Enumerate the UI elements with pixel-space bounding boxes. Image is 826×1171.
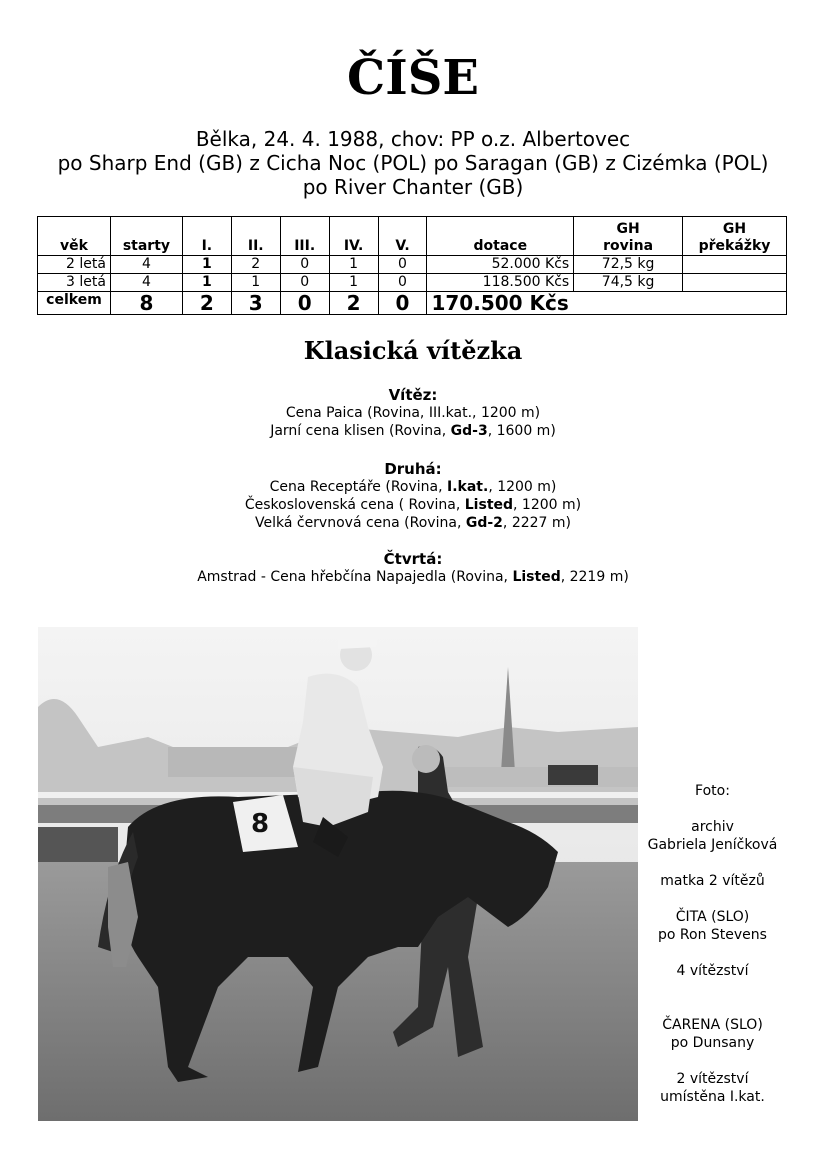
table-header-row xyxy=(38,217,787,256)
table-total-row: celkem 8 2 3 0 2 0 170.500 Kčs xyxy=(38,292,787,315)
col-starts: starty xyxy=(110,217,182,256)
col-gh-jump: GH překážky xyxy=(683,217,787,256)
list-item: Československá cena ( Rovina, Listed, 1200 m) xyxy=(244,497,582,513)
birth-breeder-line: Bělka, 24. 4. 1988, chov: PP o.z. Albertovec xyxy=(195,127,631,151)
fourth-block xyxy=(0,550,826,586)
col-gh-flat: GH rovina xyxy=(574,217,683,256)
winner-heading: Vítěz: xyxy=(388,386,438,404)
wins-block xyxy=(0,386,826,440)
table-row: 2 letá 4 1 2 0 1 0 52.000 Kčs 72,5 kg xyxy=(38,256,787,274)
col-second: II. xyxy=(231,217,280,256)
col-third: III. xyxy=(280,217,329,256)
second-heading: Druhá: xyxy=(384,460,442,478)
fourth-heading: Čtvrtá: xyxy=(383,550,443,568)
saddle-number: 8 xyxy=(251,809,270,839)
pedigree-line-2: po River Chanter (GB) xyxy=(302,175,524,199)
col-fourth: IV. xyxy=(329,217,378,256)
racing-record-table xyxy=(37,216,787,315)
col-fifth: V. xyxy=(378,217,427,256)
classic-winner-heading: Klasická vítězka xyxy=(303,336,523,365)
list-item: Amstrad - Cena hřebčína Napajedla (Rovina, Listed, 2219 m) xyxy=(197,569,629,585)
list-item: Velká červnová cena (Rovina, Gd-2, 2227 m) xyxy=(254,515,572,531)
second-block xyxy=(0,460,826,532)
list-item: Cena Receptáře (Rovina, I.kat., 1200 m) xyxy=(269,479,557,495)
horse-photo xyxy=(38,627,638,1121)
list-item: Cena Paica (Rovina, III.kat., 1200 m) xyxy=(285,405,541,421)
photo-caption: Foto: archiv Gabriela Jeníčková matka 2 vítězů ČITA (SLO) po Ron Stevens 4 vítězství ČARENA (SLO) po Dunsany 2 vítězství umístěna I.kat. xyxy=(647,783,778,1105)
table-row: 3 letá 4 1 1 0 1 0 118.500 Kčs 74,5 kg xyxy=(38,274,787,292)
list-item: Jarní cena klisen (Rovina, Gd-3, 1600 m) xyxy=(270,423,556,439)
col-first: I. xyxy=(182,217,231,256)
pedigree-line: po Sharp End (GB) z Cicha Noc (POL) po Saragan (GB) z Cizémka (POL) xyxy=(57,151,769,175)
horse-name-title: ČÍŠE xyxy=(347,50,479,106)
col-age: věk xyxy=(38,217,111,256)
col-money: dotace xyxy=(427,217,574,256)
